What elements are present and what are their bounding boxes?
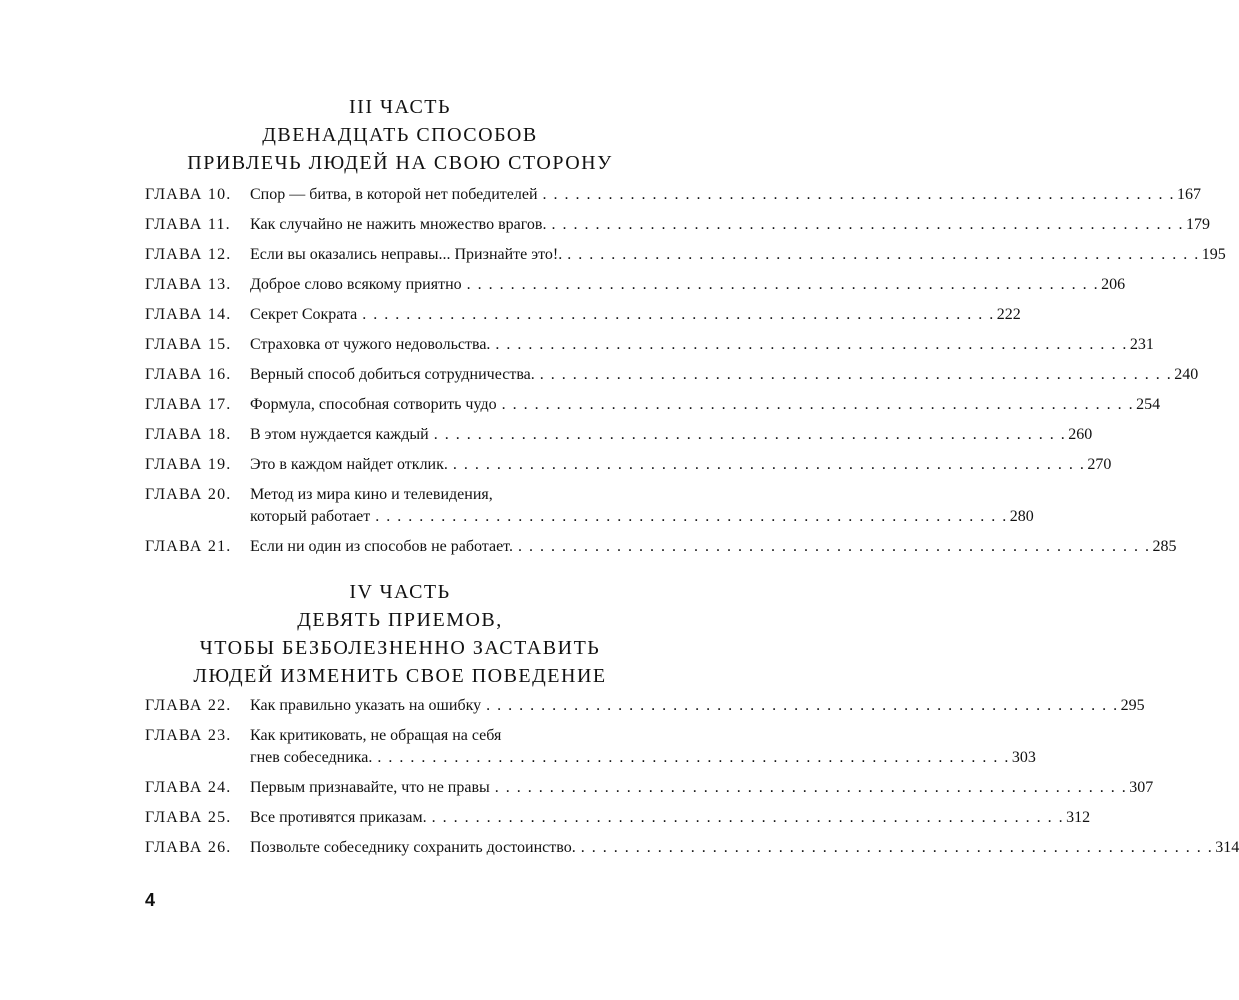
- dot-leader: . . . . . . . . . . . . . . . . . . . . . . . . . . . . . . . . . . . . . . . . . . . . . . . . . . . . . . . . . .: [551, 216, 1184, 233]
- part-3-title-line-1: ДВЕНАДЦАТЬ СПОСОБОВ: [262, 124, 538, 146]
- chapter-label: ГЛАВА 23.: [145, 727, 232, 744]
- chapter-page-number: 312: [1066, 809, 1091, 826]
- chapter-title: Позвольте собеседнику сохранить достоинство.: [250, 839, 576, 856]
- chapter-page-number: 179: [1185, 216, 1210, 233]
- chapter-title: Секрет Сократа: [250, 306, 358, 323]
- dot-leader: . . . . . . . . . . . . . . . . . . . . . . . . . . . . . . . . . . . . . . . . . . . . . . . . . . . . . . . . . .: [433, 426, 1067, 443]
- chapter-label: ГЛАВА 17.: [145, 396, 232, 413]
- chapter-title: Формула, способная сотворить чудо: [250, 396, 497, 413]
- part-4-label: IV ЧАСТЬ: [349, 581, 451, 603]
- chapter-page-number: 260: [1068, 426, 1093, 443]
- part-4-title-line-3: ЛЮДЕЙ ИЗМЕНИТЬ СВОЕ ПОВЕДЕНИЕ: [193, 665, 607, 687]
- dot-leader: . . . . . . . . . . . . . . . . . . . . . . . . . . . . . . . . . . . . . . . . . . . . . . . . . . . . . . . . . .: [517, 538, 1151, 555]
- chapter-title: В этом нуждается каждый: [250, 426, 429, 443]
- chapter-title: Как правильно указать на ошибку: [250, 697, 482, 714]
- part-3-heading: [0, 93, 800, 177]
- chapter-page-number: 195: [1201, 246, 1226, 263]
- part-3-title-line-2: ПРИВЛЕЧЬ ЛЮДЕЙ НА СВОЮ СТОРОНУ: [187, 152, 613, 174]
- dot-leader: . . . . . . . . . . . . . . . . . . . . . . . . . . . . . . . . . . . . . . . . . . . . . . . . . . . . . . . . . .: [580, 839, 1214, 856]
- dot-leader: . . . . . . . . . . . . . . . . . . . . . . . . . . . . . . . . . . . . . . . . . . . . . . . . . . . . . . . . . .: [375, 508, 1008, 525]
- chapter-label: ГЛАВА 14.: [145, 306, 232, 323]
- chapter-page-number: 303: [1011, 749, 1036, 766]
- chapter-label: ГЛАВА 21.: [145, 538, 232, 555]
- chapter-title: Все противятся приказам.: [250, 809, 427, 826]
- chapter-page-number: 222: [996, 306, 1021, 323]
- chapter-label: ГЛАВА 13.: [145, 276, 232, 293]
- part-4-title-line-2: ЧТОБЫ БЕЗБОЛЕЗНЕННО ЗАСТАВИТЬ: [199, 637, 601, 659]
- chapter-page-number: 231: [1129, 336, 1154, 353]
- chapter-label: ГЛАВА 15.: [145, 336, 232, 353]
- dot-leader: . . . . . . . . . . . . . . . . . . . . . . . . . . . . . . . . . . . . . . . . . . . . . . . . . . . . . . . . . .: [362, 306, 995, 323]
- chapter-label: ГЛАВА 18.: [145, 426, 232, 443]
- chapter-title: Страховка от чужого недовольства.: [250, 336, 491, 353]
- part-4-heading: [0, 578, 800, 690]
- chapter-page-number: 314: [1215, 839, 1239, 856]
- dot-leader: . . . . . . . . . . . . . . . . . . . . . . . . . . . . . . . . . . . . . . . . . . . . . . . . . . . . . . . . . .: [466, 276, 1100, 293]
- part-3-label: III ЧАСТЬ: [349, 96, 451, 118]
- chapter-title: Это в каждом найдет отклик.: [250, 456, 448, 473]
- dot-leader: . . . . . . . . . . . . . . . . . . . . . . . . . . . . . . . . . . . . . . . . . . . . . . . . . . . . . . . . . .: [452, 456, 1086, 473]
- chapter-page-number: 254: [1136, 396, 1161, 413]
- chapter-label: ГЛАВА 20.: [145, 486, 232, 503]
- dot-leader: . . . . . . . . . . . . . . . . . . . . . . . . . . . . . . . . . . . . . . . . . . . . . . . . . . . . . . . . . .: [542, 186, 1176, 203]
- chapter-label: ГЛАВА 22.: [145, 697, 232, 714]
- chapter-label: ГЛАВА 10.: [145, 186, 232, 203]
- dot-leader: . . . . . . . . . . . . . . . . . . . . . . . . . . . . . . . . . . . . . . . . . . . . . . . . . . . . . . . . . .: [377, 749, 1010, 766]
- chapter-page-number: 295: [1120, 697, 1145, 714]
- dot-leader: . . . . . . . . . . . . . . . . . . . . . . . . . . . . . . . . . . . . . . . . . . . . . . . . . . . . . . . . . .: [539, 366, 1173, 383]
- chapter-label: ГЛАВА 25.: [145, 809, 232, 826]
- chapter-title: Как случайно не нажить множество врагов.: [250, 216, 547, 233]
- page-number: 4: [145, 890, 156, 910]
- dot-leader: . . . . . . . . . . . . . . . . . . . . . . . . . . . . . . . . . . . . . . . . . . . . . . . . . . . . . . . . . .: [495, 336, 1128, 353]
- chapter-page-number: 307: [1129, 779, 1154, 796]
- dot-leader: . . . . . . . . . . . . . . . . . . . . . . . . . . . . . . . . . . . . . . . . . . . . . . . . . . . . . . . . . .: [431, 809, 1065, 826]
- chapter-page-number: 167: [1177, 186, 1202, 203]
- chapter-label: ГЛАВА 16.: [145, 366, 232, 383]
- chapter-page-number: 206: [1101, 276, 1126, 293]
- chapter-label: ГЛАВА 19.: [145, 456, 232, 473]
- dot-leader: . . . . . . . . . . . . . . . . . . . . . . . . . . . . . . . . . . . . . . . . . . . . . . . . . . . . . . . . . .: [501, 396, 1135, 413]
- chapter-label: ГЛАВА 26.: [145, 839, 232, 856]
- chapter-title: Если вы оказались неправы... Признайте это!.: [250, 246, 563, 263]
- chapter-label: ГЛАВА 11.: [145, 216, 231, 233]
- dot-leader: . . . . . . . . . . . . . . . . . . . . . . . . . . . . . . . . . . . . . . . . . . . . . . . . . . . . . . . . . .: [486, 697, 1119, 714]
- chapter-title: Как критиковать, не обращая на себя: [250, 727, 502, 744]
- chapter-title: Метод из мира кино и телевидения,: [250, 486, 493, 503]
- chapter-page-number: 270: [1087, 456, 1112, 473]
- chapter-label: ГЛАВА 12.: [145, 246, 232, 263]
- chapter-title: который работает: [250, 508, 371, 525]
- chapter-title: Первым признавайте, что не правы: [250, 779, 490, 796]
- chapter-page-number: 285: [1152, 538, 1177, 555]
- chapter-label: ГЛАВА 24.: [145, 779, 232, 796]
- dot-leader: . . . . . . . . . . . . . . . . . . . . . . . . . . . . . . . . . . . . . . . . . . . . . . . . . . . . . . . . . .: [567, 246, 1200, 263]
- chapter-title: Если ни один из способов не работает.: [250, 538, 513, 555]
- chapter-title: Спор — битва, в которой нет победителей: [250, 186, 538, 203]
- chapter-title: Верный способ добиться сотрудничества.: [250, 366, 535, 383]
- chapter-page-number: 280: [1009, 508, 1034, 525]
- dot-leader: . . . . . . . . . . . . . . . . . . . . . . . . . . . . . . . . . . . . . . . . . . . . . . . . . . . . . . . . . .: [494, 779, 1128, 796]
- chapter-title: Доброе слово всякому приятно: [250, 276, 462, 293]
- part-4-title-line-1: ДЕВЯТЬ ПРИЕМОВ,: [297, 609, 503, 631]
- chapter-page-number: 240: [1174, 366, 1199, 383]
- chapter-title: гнев собеседника.: [250, 749, 373, 766]
